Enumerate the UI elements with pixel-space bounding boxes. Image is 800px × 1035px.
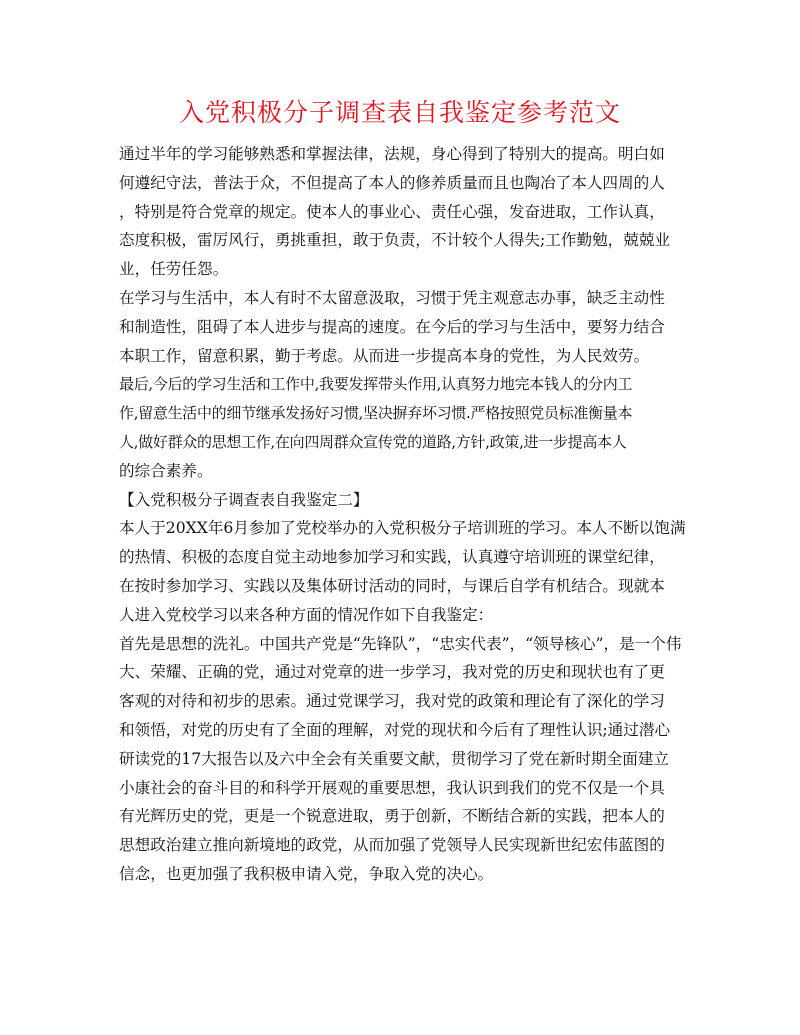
text-line: 的热情、积极的态度自觉主动地参加学习和实践，认真遵守培训班的课堂纪律，: [119, 548, 665, 567]
text-line: 的综合素养。: [119, 461, 213, 480]
text-line: 和制造性，阻碍了本人进步与提高的速度。在今后的学习与生活中，要努力结合: [119, 317, 665, 336]
text-line: 研读党的17大报告以及六中全会有关重要文献，贯彻学习了党在新时期全面建立: [119, 749, 670, 768]
section-heading: [119, 486, 679, 515]
text-line: 业，任劳任怨。: [119, 260, 229, 279]
document-body: [119, 140, 686, 889]
text-line: 通过半年的学习能够熟悉和掌握法律，法规，身心得到了特别大的提高。明白如: [119, 145, 665, 163]
paragraph: [119, 514, 686, 629]
text-line: 人,做好群众的思想工作,在向四周群众宣传党的道路,方针,政策,进一步提高本人: [119, 432, 627, 451]
paragraph: [119, 370, 679, 485]
text-line: 作,留意生活中的细节继承发扬好习惯,坚决摒弃坏习惯.严格按照党员标准衡量本: [119, 404, 633, 423]
paragraph: [119, 140, 679, 284]
text-line: 思想政治建立推向新境地的政党，从而加强了党领导人民实现新世纪宏伟蓝图的: [119, 836, 665, 855]
text-line: 和领悟，对党的历史有了全面的理解，对党的现状和今后有了理性认识;通过潜心: [119, 720, 671, 739]
text-line: 态度积极，雷厉风行，勇挑重担，敢于负责，不计较个人得失;工作勤勉，兢兢业: [119, 231, 671, 250]
paragraph: [119, 284, 679, 370]
text-line: 信念，也更加强了我积极申请入党，争取入党的决心。: [119, 864, 494, 883]
text-line: 大、荣耀、正确的党，通过对党章的进一步学习，我对党的历史和现状也有了更: [119, 663, 665, 682]
text-line: 小康社会的奋斗目的和科学开展观的重要思想，我认识到我们的党不仅是一个具: [119, 778, 665, 797]
text-line: 在学习与生活中，本人有时不太留意汲取，习惯于凭主观意志办事，缺乏主动性: [119, 288, 665, 307]
text-line: 【入党积极分子调查表自我鉴定二】: [119, 490, 369, 509]
text-line: 人进入党校学习以来各种方面的情况作如下自我鉴定：: [119, 605, 494, 624]
text-line: 有光辉历史的党，更是一个锐意进取，勇于创新，不断结合新的实践，把本人的: [119, 807, 665, 826]
text-line: 本人于20XX年6月参加了党校举办的入党积极分子培训班的学习。本人不断以饱满: [119, 519, 686, 538]
text-line: 首先是思想的洗礼。中国共产党是“先锋队”，“忠实代表”，“领导核心”，是一个伟: [119, 634, 682, 653]
document-title: 入党积极分子调查表自我鉴定参考范文: [178, 98, 621, 127]
text-line: 在按时参加学习、实践以及集体研讨活动的同时，与课后自学有机结合。现就本: [119, 576, 665, 595]
text-line: 客观的对待和初步的思索。通过党课学习，我对党的政策和理论有了深化的学习: [119, 692, 665, 711]
text-line: ，特别是符合党章的规定。使本人的事业心、责任心强，发奋进取，工作认真，: [119, 202, 665, 221]
text-line: 本职工作，留意积累，勤于考虑。从而进一步提高本身的党性，为人民效劳。: [119, 346, 650, 365]
paragraph: [119, 630, 682, 889]
text-line: 最后,今后的学习生活和工作中,我要发挥带头作用,认真努力地完本钱人的分内工: [119, 375, 633, 394]
text-line: 何遵纪守法，普法于众，不但提高了本人的修养质量而且也陶冶了本人四周的人: [119, 173, 665, 192]
